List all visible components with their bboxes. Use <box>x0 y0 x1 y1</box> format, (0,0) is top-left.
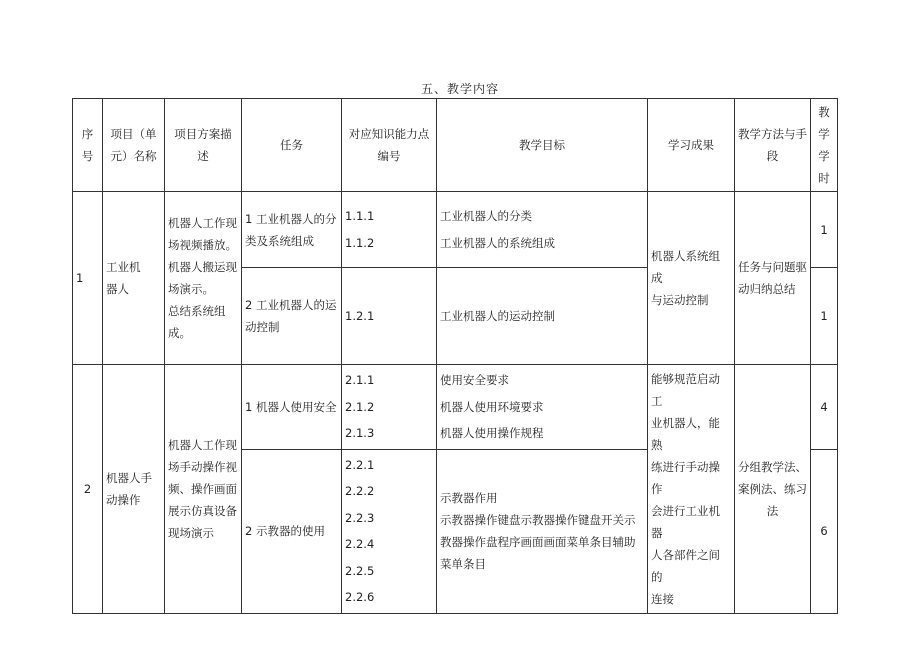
task-name-line: 2 示教器的使用 <box>245 524 325 538</box>
knowledge-points <box>342 449 437 613</box>
knowledge-point: 2.2.2 <box>345 484 375 498</box>
project-desc-line: 场演示。 <box>168 282 214 296</box>
project-name-line: 机器人手 <box>106 470 152 485</box>
hours-cell: 6 <box>811 449 838 613</box>
learning-outcome <box>648 365 735 614</box>
hours-cell: 1 <box>811 268 838 365</box>
teaching-goals <box>437 449 648 613</box>
project-name-line: 动操作 <box>106 492 141 507</box>
knowledge-points <box>342 192 437 268</box>
teaching-goal: 示教器作用 <box>440 491 498 505</box>
learning-outcome <box>648 192 735 365</box>
header-goal: 教学目标 <box>437 99 648 192</box>
task-name <box>242 449 342 613</box>
header-task: 任务 <box>242 99 342 192</box>
knowledge-point: 2.1.1 <box>345 373 375 387</box>
knowledge-point: 2.2.6 <box>345 590 375 604</box>
header-desc-line: 项目方案描 <box>174 127 232 141</box>
project-desc-line: 现场演示 <box>168 525 214 540</box>
section-title: 五、教学内容 <box>420 82 499 96</box>
project-desc-line: 频、操作画面 <box>168 481 237 496</box>
learning-outcome-line: 练进行手动操作 <box>651 459 720 496</box>
header-row <box>73 99 838 192</box>
teaching-method-line: 法 <box>766 503 779 518</box>
teaching-goal: 示教器操作键盘示教器操作键盘开关示 <box>440 513 636 527</box>
table-row <box>73 365 838 450</box>
header-hours <box>811 99 838 192</box>
header-knowledge-line: 对应知识能力点 <box>348 127 430 141</box>
teaching-method-line: 案例法、练习 <box>738 481 807 496</box>
project-desc-line: 机器人工作现 <box>168 437 237 452</box>
teaching-content-table <box>72 98 838 614</box>
teaching-method-line: 任务与问题驱 <box>738 260 807 274</box>
teaching-goal: 机器人使用环境要求 <box>440 399 544 414</box>
task-name-line: 1 机器人使用安全 <box>245 399 337 414</box>
learning-outcome-line: 连接 <box>651 591 674 606</box>
header-method <box>735 99 811 192</box>
header-index <box>73 99 103 192</box>
project-desc-line: 总结系统组成。 <box>168 304 226 340</box>
teaching-method <box>735 192 811 365</box>
teaching-goal: 使用安全要求 <box>440 373 509 387</box>
project-desc-line: 机器人搬运现 <box>168 260 237 274</box>
task-name <box>242 365 342 450</box>
header-knowledge <box>342 99 437 192</box>
learning-outcome-line: 机器人系统组成 <box>651 249 720 285</box>
teaching-goal: 教器操作盘程序画面画面菜单条目辅助 <box>440 535 636 549</box>
knowledge-point: 1.2.1 <box>345 308 375 323</box>
project-name <box>103 365 165 614</box>
knowledge-points <box>342 268 437 365</box>
header-desc-line: 述 <box>197 149 209 163</box>
header-hours-line: 学时 <box>818 149 830 185</box>
teaching-goals <box>437 268 648 365</box>
task-name-line: 动控制 <box>245 320 280 334</box>
learning-outcome-line: 与运动控制 <box>651 293 709 307</box>
learning-outcome-line: 业机器人，能熟 <box>651 415 720 452</box>
project-desc-line: 展示仿真设备 <box>168 503 237 518</box>
knowledge-point: 1.1.2 <box>345 235 375 250</box>
project-index: 1 <box>73 192 103 365</box>
project-desc-line: 场视频播放。 <box>168 238 237 252</box>
header-method-line: 教学方法与手 <box>738 127 807 141</box>
project-name-line: 器人 <box>106 282 129 296</box>
hours-cell: 4 <box>811 365 838 450</box>
project-desc <box>165 192 242 365</box>
knowledge-point: 2.2.3 <box>345 510 375 525</box>
teaching-goals <box>437 192 648 268</box>
header-index-line: 序 <box>81 127 94 141</box>
header-project-line: 元）名称 <box>110 149 157 163</box>
teaching-method-line: 动归纳总结 <box>738 282 796 296</box>
teaching-goal: 工业机器人的分类 <box>440 209 532 223</box>
hours-cell: 1 <box>811 192 838 268</box>
knowledge-point: 2.1.3 <box>345 426 375 440</box>
task-name-line: 1 工业机器人的分 <box>245 211 337 226</box>
project-desc-line: 机器人工作现 <box>168 216 237 230</box>
teaching-goal: 工业机器人的运动控制 <box>440 308 555 323</box>
header-project-line: 项目（单 <box>110 127 157 141</box>
teaching-goal: 菜单条目 <box>440 557 486 571</box>
header-outcome: 学习成果 <box>648 99 735 192</box>
task-name-line: 2 工业机器人的运 <box>245 298 337 312</box>
header-knowledge-line: 编号 <box>377 149 401 163</box>
header-project <box>103 99 165 192</box>
header-hours-line: 教学 <box>818 105 830 141</box>
project-index: 2 <box>73 365 103 614</box>
knowledge-point: 1.1.1 <box>345 209 375 223</box>
table-row <box>73 192 838 268</box>
teaching-goal: 工业机器人的系统组成 <box>440 235 555 250</box>
learning-outcome-line: 能够规范启动工 <box>651 371 720 408</box>
teaching-goal: 机器人使用操作规程 <box>440 426 544 440</box>
project-desc-line: 场手动操作视 <box>168 459 237 474</box>
task-name <box>242 192 342 268</box>
task-name <box>242 268 342 365</box>
project-name <box>103 192 165 365</box>
task-name-line: 类及系统组成 <box>245 233 314 248</box>
project-name-line: 工业机 <box>106 260 141 274</box>
header-desc <box>165 99 242 192</box>
project-desc <box>165 365 242 614</box>
teaching-goals <box>437 365 648 450</box>
knowledge-point: 2.2.1 <box>345 457 375 472</box>
header-method-line: 段 <box>766 149 779 163</box>
knowledge-point: 2.2.5 <box>345 563 375 578</box>
knowledge-point: 2.2.4 <box>345 537 375 551</box>
knowledge-points <box>342 365 437 450</box>
header-index-line: 号 <box>81 149 94 163</box>
teaching-method <box>735 365 811 614</box>
teaching-method-line: 分组教学法、 <box>738 459 807 474</box>
knowledge-point: 2.1.2 <box>345 399 375 414</box>
learning-outcome-line: 会进行工业机器 <box>651 503 720 540</box>
learning-outcome-line: 人各部件之间的 <box>651 547 720 584</box>
